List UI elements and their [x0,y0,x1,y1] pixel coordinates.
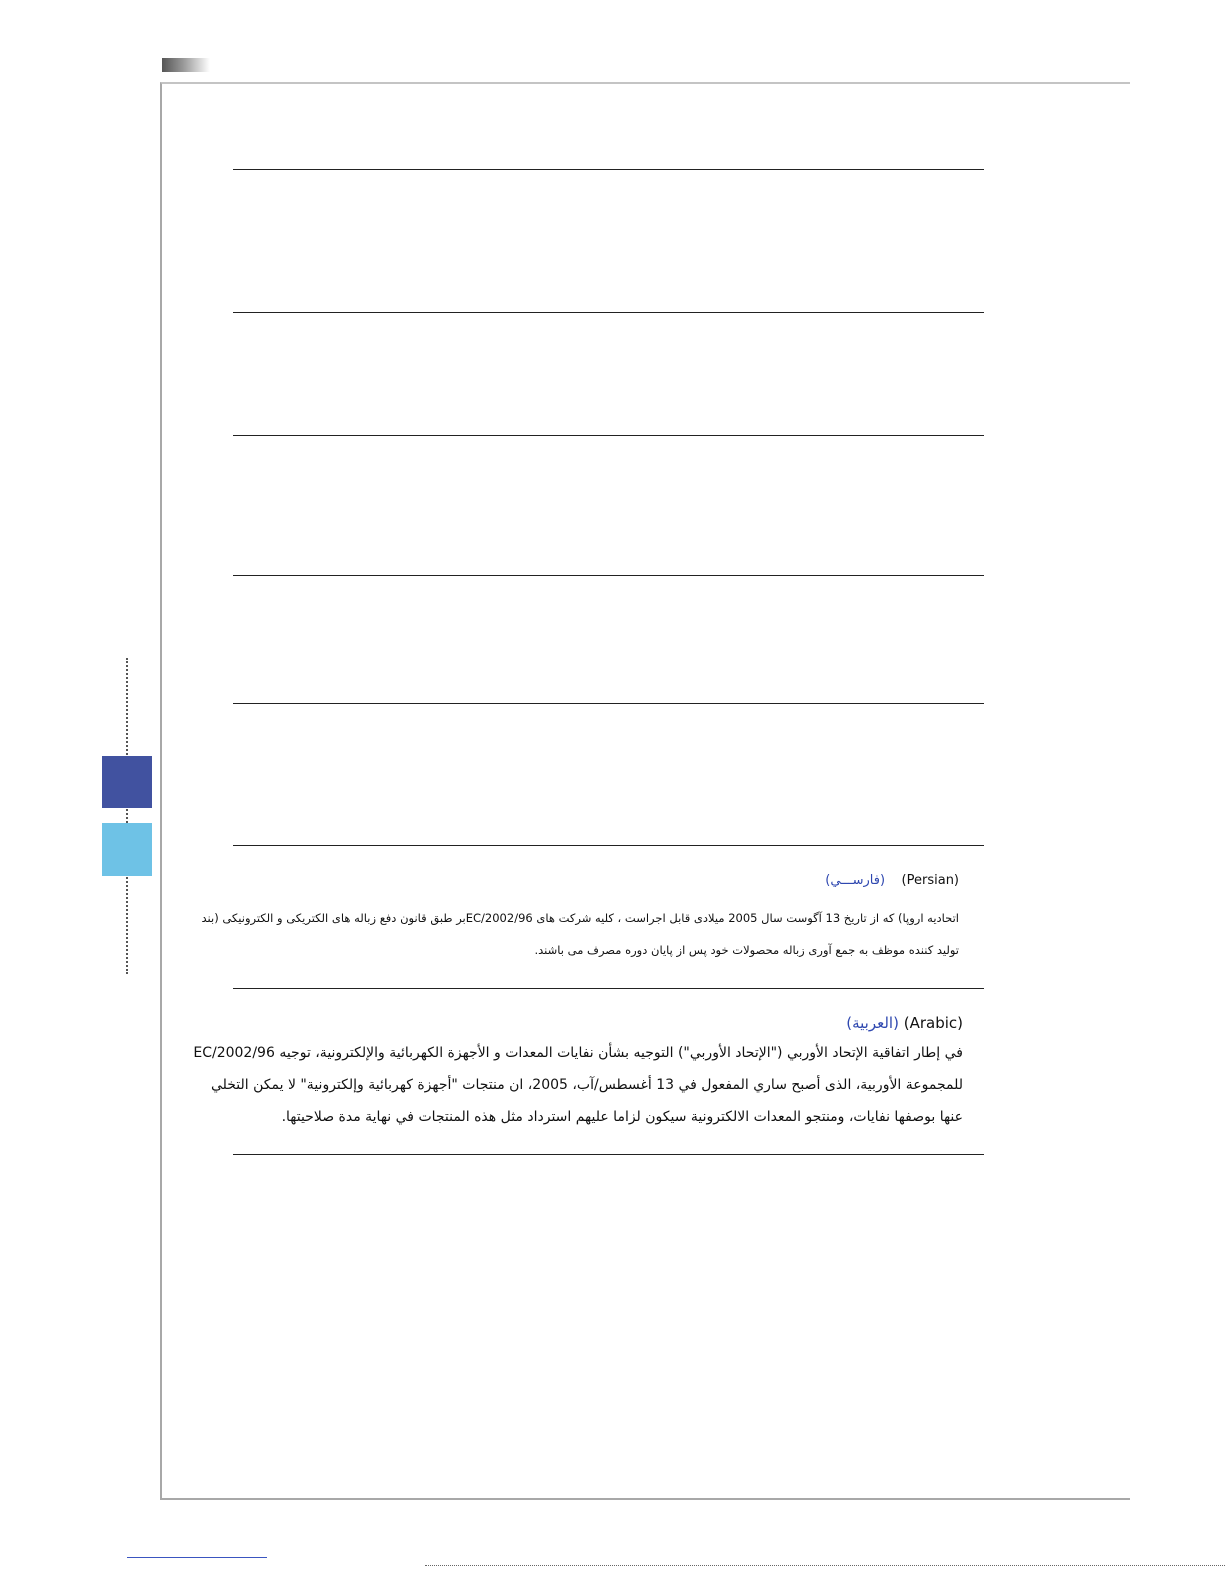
section-divider [233,988,984,989]
section-divider [233,312,984,313]
arabic-paragraph-line: في إطار اتفاقية الإتحاد الأوربي ("الإتحاد الأوربي") التوجيه بشأن نفايات المعدات و الأجهزة الكهربائية والإلكترونية، توجيه 2002/96/EC [193,1045,963,1061]
header-tab-marker [162,58,210,72]
arabic-heading-native: (العربية) [846,1014,899,1032]
side-section-block-light [102,823,152,876]
persian-paragraph-line: تولید کننده موظف به جمع آوری زباله محصولات خود پس از پایان دوره مصرف می باشند. [534,943,959,957]
persian-paragraph-line: اتحادیه اروپا) که از تاریخ 13 آگوست سال 2005 میلادی قابل اجراست ، کلیه شرکت های 2002/96/ECبر طبق قانون دفع زباله های الکتریکی و الکترونیکی (بند [201,911,959,925]
section-divider [233,845,984,846]
persian-heading-native: (فارســـي) [825,873,886,888]
arabic-heading [846,1014,963,1032]
footer-rule-right [425,1565,1225,1566]
section-divider [233,435,984,436]
persian-heading [825,873,959,888]
footer-rule-left [127,1557,267,1558]
section-divider [233,575,984,576]
page-frame [160,82,1130,1500]
section-divider [233,169,984,170]
persian-heading-latin: (Persian) [901,873,959,888]
side-dotted-line [126,658,128,974]
arabic-paragraph-line: للمجموعة الأوربية، الذى أصبح ساري المفعول في 13 أغسطس/آب، 2005، ان منتجات "أجهزة كهربائية وإلكترونية" لا يمكن التخلي [210,1077,963,1093]
arabic-paragraph-line: عنها بوصفها نفايات، ومنتجو المعدات الالكترونية سيكون لزاما عليهم استرداد مثل هذه المنتجات في نهاية مدة صلاحيتها. [281,1109,963,1125]
section-divider [233,1154,984,1155]
section-divider [233,703,984,704]
side-section-block-dark [102,756,152,808]
arabic-heading-latin: (Arabic) [903,1014,963,1032]
